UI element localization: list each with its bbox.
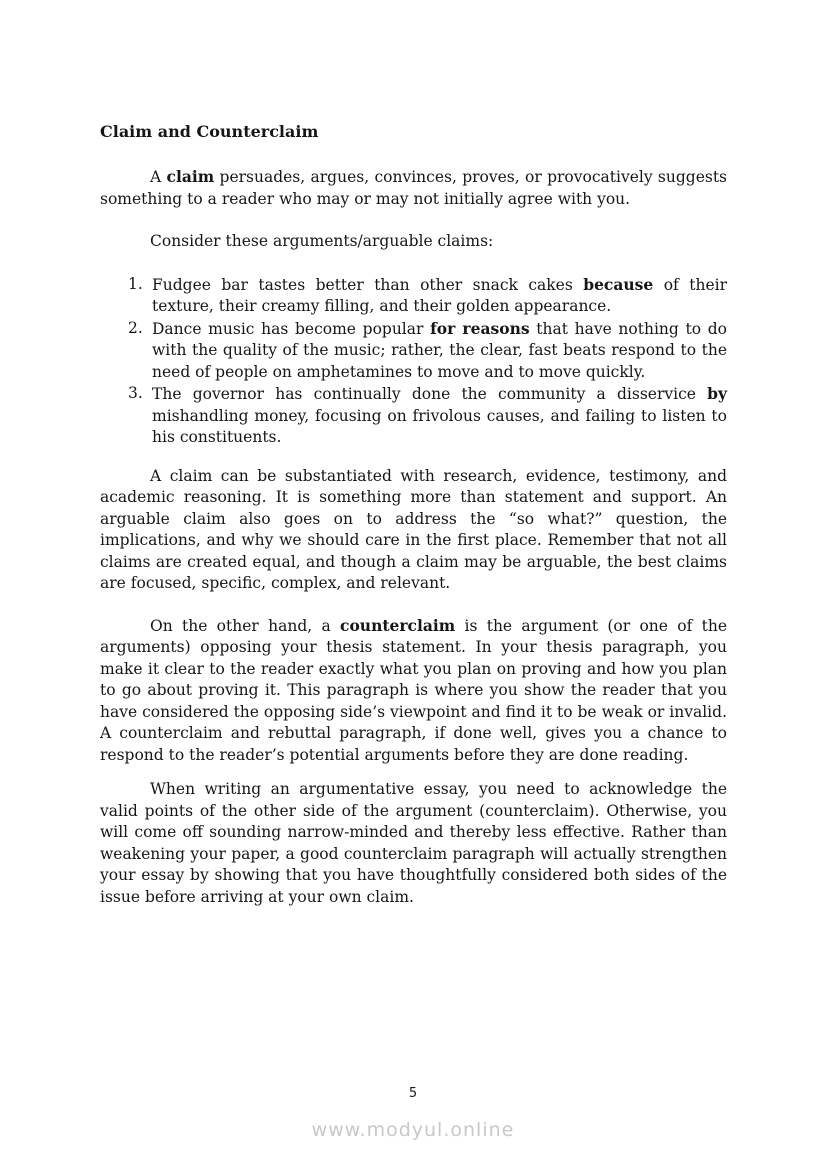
watermark-text: www.modyul.online: [311, 1119, 515, 1141]
section-heading: Claim and Counterclaim: [100, 122, 319, 141]
list-item-bold-word: because: [583, 274, 654, 294]
closing-paragraph: When writing an argumentative essay, you need to acknowledge the valid points of the other side of the argument (counterclaim). Otherwise, you will come off sounding narrow-minded and thereby less effective. Rather than weakening your paper, a good counterclaim paragraph will actually strengthen your essay by showing that you have thoughtfully considered both sides of the issue before arriving at your own claim.: [100, 780, 727, 906]
list-item-number: 1.: [128, 274, 143, 293]
list-item-text-post: mishandling money, focusing on frivolous causes, and failing to listen to his constituents.: [152, 406, 727, 446]
list-item-text: [152, 383, 727, 449]
list-item-bold-word: for reasons: [430, 318, 530, 338]
counterclaim-text-pre: On the other hand, a: [150, 616, 341, 635]
list-item-text: [152, 318, 727, 384]
intro-text-post: persuades, argues, convinces, proves, or provocatively suggests something to a reader who may or may not initially agree with you.: [100, 168, 727, 208]
list-item: [128, 274, 727, 318]
claims-list: [128, 274, 727, 449]
counterclaim-paragraph: [100, 615, 727, 767]
document-content: [100, 122, 727, 908]
list-item: [128, 318, 727, 384]
list-item-text-post: that have nothing to do with the quality of the music; rather, the clear, fast beats respond to the need of people on amphetamines to move and to move quickly.: [152, 319, 727, 381]
consider-line: Consider these arguments/arguable claims:: [150, 232, 494, 250]
list-item-number: 2.: [128, 318, 143, 337]
list-item-text-pre: Fudgee bar tastes better than other snack cakes: [152, 275, 584, 294]
claim-paragraph: A claim can be substantiated with research, evidence, testimony, and academic reasoning. It is something more than statement and support. An arguable claim also goes on to address the “so what?” question, the implications, and why we should care in the first place. Remember that not all claims are created equal, and though a claim may be arguable, the best claims are focused, specific, complex, and relevant.: [100, 466, 727, 592]
list-item-bold-word: by: [707, 384, 727, 403]
counterclaim-term: counterclaim: [340, 615, 456, 635]
claim-term: claim: [166, 167, 215, 186]
page-number: 5: [408, 1086, 418, 1101]
list-item-number: 3.: [128, 384, 143, 402]
intro-paragraph: [100, 166, 727, 210]
counterclaim-text-post: is the argument (or one of the arguments) opposing your thesis statement. In your thesis paragraph, you make it clear to the reader exactly what you plan on proving and how you plan to go about proving it. This paragraph is where you show the reader that you have considered the opposing side’s viewpoint and find it to be weak or invalid. A counterclaim and rebuttal paragraph, if done well, gives you a chance to respond to the reader’s potential arguments before they are done reading.: [100, 616, 727, 764]
list-item-text-post: of their texture, their creamy filling, and their golden appearance.: [152, 275, 727, 315]
list-item-text-pre: The governor has continually done the community a disservice: [152, 385, 708, 403]
list-item-text: [152, 274, 727, 318]
intro-text-pre: A: [150, 168, 167, 186]
list-item: [128, 383, 727, 449]
list-item-text-pre: Dance music has become popular: [152, 319, 431, 338]
